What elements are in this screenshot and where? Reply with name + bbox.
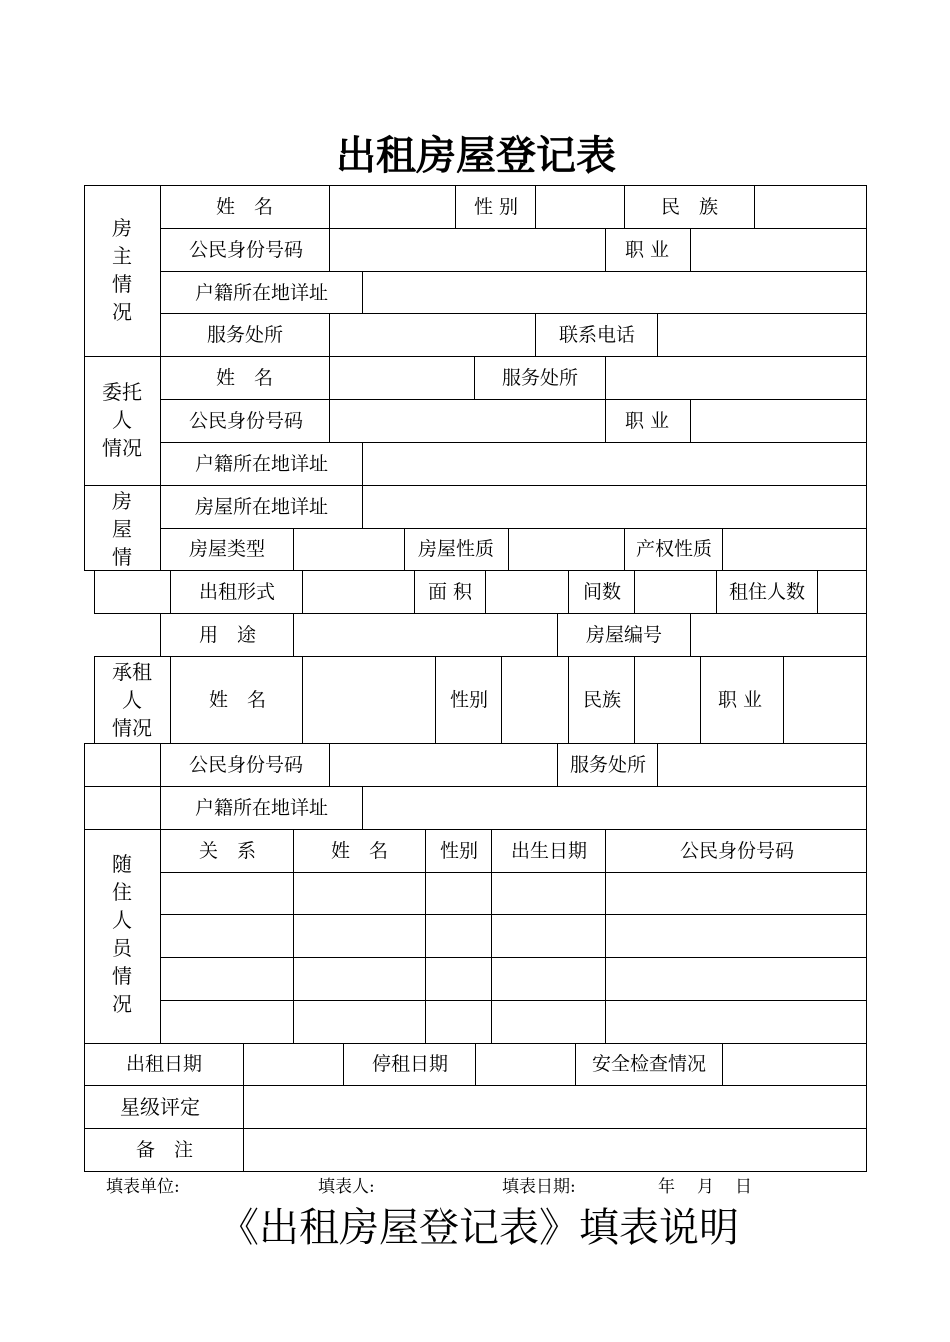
label-rent-date: 出租日期 bbox=[126, 1053, 203, 1075]
label-usage: 用 途 bbox=[199, 624, 257, 646]
footer-day: 日 bbox=[735, 1177, 752, 1197]
label-occupation: 职 业 bbox=[625, 239, 670, 261]
label-agent-name: 姓 名 bbox=[216, 367, 274, 389]
label-property-nature: 产权性质 bbox=[636, 538, 713, 560]
footer-year: 年 bbox=[658, 1177, 675, 1197]
label-phone: 联系电话 bbox=[559, 324, 636, 346]
label-agent-occupation: 职 业 bbox=[625, 410, 670, 432]
label-tenant-household-address: 户籍所在地详址 bbox=[195, 797, 329, 819]
label-agent-household-address: 户籍所在地详址 bbox=[195, 453, 329, 475]
section-tenant: 承租 人 情况 bbox=[112, 660, 152, 740]
label-house-nature: 房屋性质 bbox=[418, 538, 495, 560]
label-tenant-ethnicity: 民族 bbox=[583, 689, 622, 711]
label-area: 面 积 bbox=[428, 581, 473, 603]
label-tenant-name: 姓 名 bbox=[209, 689, 267, 711]
label-house-address: 房屋所在地详址 bbox=[195, 496, 329, 518]
label-tenant-gender: 性别 bbox=[450, 689, 489, 711]
label-tenant-id-number: 公民身份号码 bbox=[189, 754, 304, 776]
label-agent-workplace: 服务处所 bbox=[502, 367, 579, 389]
footer-date: 填表日期: bbox=[502, 1177, 576, 1197]
label-cohabitant-gender: 性别 bbox=[440, 840, 479, 862]
label-cohabitant-name: 姓 名 bbox=[331, 840, 389, 862]
label-house-number: 房屋编号 bbox=[586, 624, 663, 646]
label-agent-id-number: 公民身份号码 bbox=[189, 410, 304, 432]
label-remarks: 备 注 bbox=[136, 1139, 194, 1161]
label-rent-form: 出租形式 bbox=[199, 581, 276, 603]
section-cohabitants: 随 住 人 员 情 况 bbox=[112, 852, 132, 1016]
section-house: 房 屋 情 bbox=[112, 489, 132, 569]
footer-unit: 填表单位: bbox=[106, 1177, 180, 1197]
label-rooms: 间数 bbox=[583, 581, 622, 603]
label-household-address: 户籍所在地详址 bbox=[195, 282, 329, 304]
label-star-rating: 星级评定 bbox=[120, 1095, 200, 1119]
section-landlord: 房 主 情 况 bbox=[112, 216, 132, 324]
label-house-type: 房屋类型 bbox=[189, 538, 266, 560]
label-cohabitant-id-number: 公民身份号码 bbox=[680, 840, 795, 862]
label-stop-date: 停租日期 bbox=[372, 1053, 449, 1075]
label-tenant-occupation: 职 业 bbox=[718, 689, 763, 711]
footer-month: 月 bbox=[697, 1177, 714, 1197]
section-agent: 委托 人 情况 bbox=[102, 380, 142, 460]
label-relation: 关 系 bbox=[199, 840, 257, 862]
footer-filler: 填表人: bbox=[318, 1177, 375, 1197]
label-tenant-workplace: 服务处所 bbox=[570, 754, 647, 776]
label-ethnicity: 民 族 bbox=[661, 196, 719, 218]
label-occupants: 租住人数 bbox=[729, 581, 806, 603]
label-birth-date: 出生日期 bbox=[511, 840, 588, 862]
label-gender: 性 别 bbox=[474, 196, 519, 218]
label-workplace: 服务处所 bbox=[207, 324, 284, 346]
instructions-title: 《出租房屋登记表》填表说明 bbox=[219, 1205, 739, 1251]
label-safety-check: 安全检查情况 bbox=[592, 1053, 707, 1075]
page-title: 出租房屋登记表 bbox=[336, 132, 616, 179]
label-id-number: 公民身份号码 bbox=[189, 239, 304, 261]
label-name: 姓 名 bbox=[216, 196, 274, 218]
